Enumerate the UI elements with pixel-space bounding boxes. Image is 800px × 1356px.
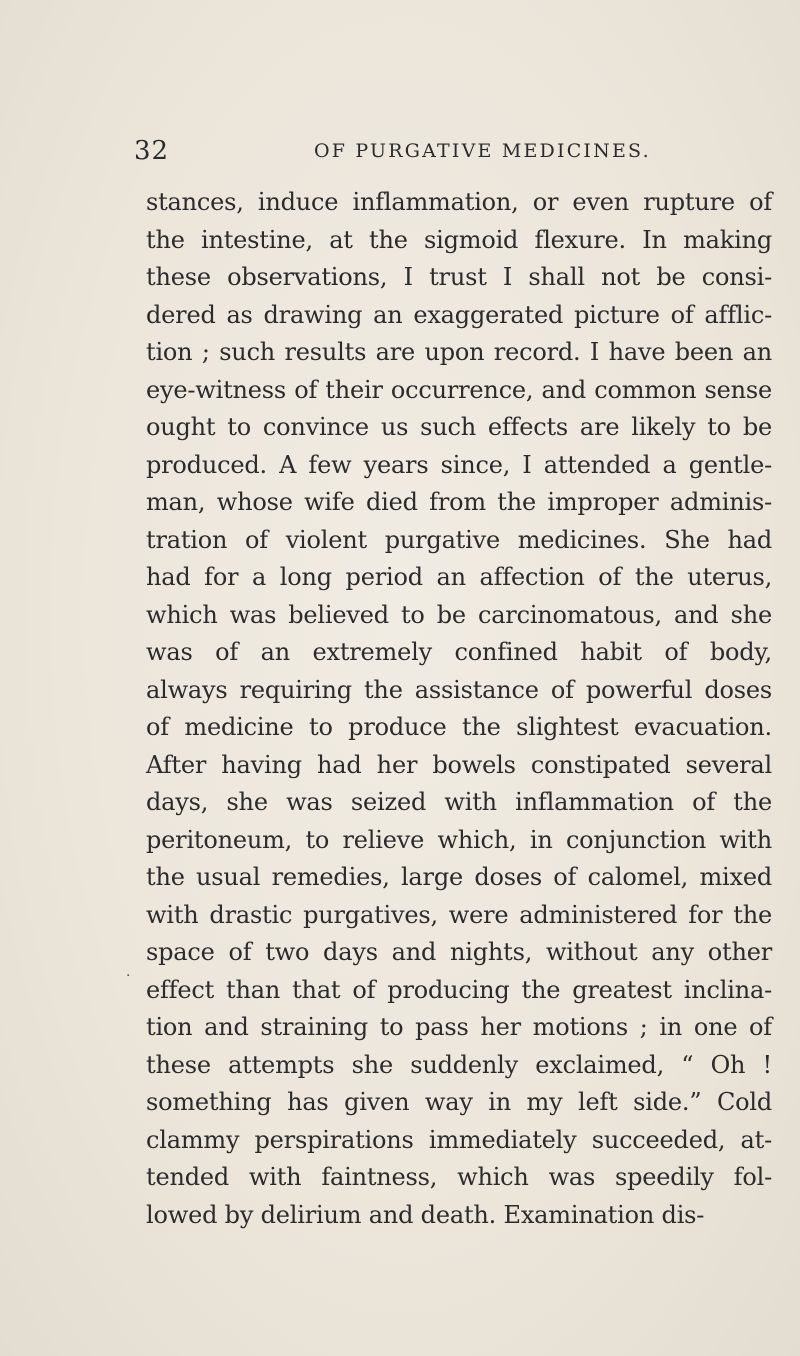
text-line: effect than that of producing the greatest inclina- — [146, 975, 772, 1004]
running-head — [134, 136, 774, 176]
text-line: After having had her bowels constipated several — [146, 750, 772, 779]
text-line: tration of violent purgative medicines. She had — [146, 525, 772, 554]
body-text — [146, 184, 772, 1234]
text-line: clammy perspirations immediately succeeded, at- — [146, 1125, 772, 1154]
text-line: was of an extremely confined habit of body, — [146, 638, 772, 666]
text-line: had for a long period an affection of the uterus, — [146, 563, 772, 591]
text-line: something has given way in my left side.” Cold — [146, 1088, 772, 1116]
margin-dot: · — [126, 968, 131, 984]
text-line: of medicine to produce the slightest evacuation. — [146, 713, 772, 741]
text-line: tion ; such results are upon record. I have been an — [146, 338, 772, 366]
running-title: OF PURGATIVE MEDICINES. — [314, 140, 651, 162]
text-line: stances, induce inflammation, or even rupture of — [146, 188, 772, 216]
text-line: tion and straining to pass her motions ; in one of — [146, 1013, 772, 1041]
text-line: these attempts she suddenly exclaimed, “ Oh ! — [146, 1050, 772, 1079]
text-line: space of two days and nights, without any other — [146, 938, 772, 966]
text-line: with drastic purgatives, were administered for the — [146, 900, 772, 929]
text-line: ought to convince us such effects are likely to be — [146, 413, 772, 441]
text-line: days, she was seized with inflammation of the — [146, 788, 772, 816]
text-line: the intestine, at the sigmoid flexure. In making — [146, 225, 772, 254]
text-line: the usual remedies, large doses of calomel, mixed — [146, 863, 772, 891]
page-number: 32 — [134, 136, 170, 166]
text-line: eye-witness of their occurrence, and common sense — [146, 375, 772, 404]
text-line: man, whose wife died from the improper adminis- — [146, 488, 772, 516]
text-line: which was believed to be carcinomatous, and she — [146, 600, 772, 629]
text-line: peritoneum, to relieve which, in conjunction with — [146, 825, 772, 854]
text-line: dered as drawing an exaggerated picture of afflic- — [146, 300, 772, 329]
text-line: lowed by delirium and death. Examination dis- — [146, 1200, 705, 1229]
text-line: produced. A few years since, I attended a gentle- — [146, 450, 772, 479]
text-line: these observations, I trust I shall not be consi- — [146, 263, 772, 291]
text-line: tended with faintness, which was speedily fol- — [146, 1163, 772, 1191]
text-line: always requiring the assistance of powerful doses — [146, 675, 772, 704]
